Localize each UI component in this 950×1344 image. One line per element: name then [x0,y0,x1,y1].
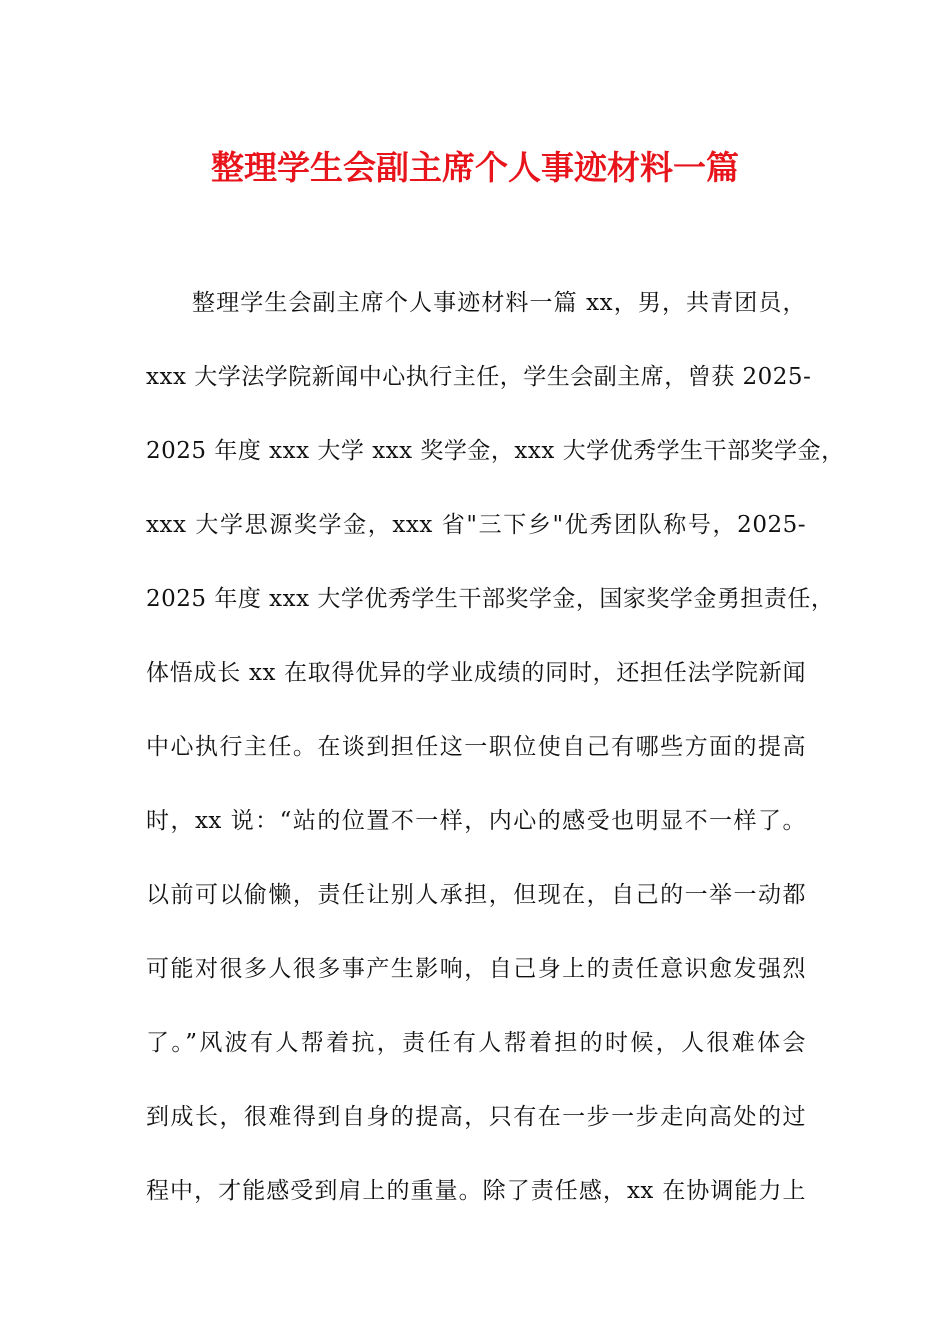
body-line-1: 整理学生会副主席个人事迹材料一篇 xx，男，共青团员， [192,290,806,316]
body-line-7: 中心执行主任。在谈到担任这一职位使自己有哪些方面的提高 [146,734,806,760]
body-line-12: 到成长，很难得到自身的提高，只有在一步一步走向高处的过 [146,1104,806,1130]
document-title: 整理学生会副主席个人事迹材料一篇 [211,148,739,187]
body-line-2: xxx 大学法学院新闻中心执行主任，学生会副主席，曾获 2025- [146,364,812,390]
document-body [146,283,845,1245]
body-line-10: 可能对很多人很多事产生影响，自己身上的责任意识愈发强烈 [146,956,806,982]
body-line-4: xxx 大学思源奖学金，xxx 省"三下乡"优秀团队称号，2025- [146,512,806,538]
body-line-9: 以前可以偷懒，责任让别人承担，但现在，自己的一举一动都 [146,882,806,908]
body-line-5: 2025 年度 xxx 大学优秀学生干部奖学金，国家奖学金勇担责任， [146,586,835,612]
body-line-11: 了。”风波有人帮着抗，责任有人帮着担的时候，人很难体会 [146,1030,806,1056]
body-line-6: 体悟成长 xx 在取得优异的学业成绩的同时，还担任法学院新闻 [146,660,806,686]
body-line-13: 程中，才能感受到肩上的重量。除了责任感，xx 在协调能力上 [146,1178,806,1204]
body-line-3: 2025 年度 xxx 大学 xxx 奖学金，xxx 大学优秀学生干部奖学金， [146,438,845,464]
body-line-8: 时，xx 说：“站的位置不一样，内心的感受也明显不一样了。 [146,808,806,834]
